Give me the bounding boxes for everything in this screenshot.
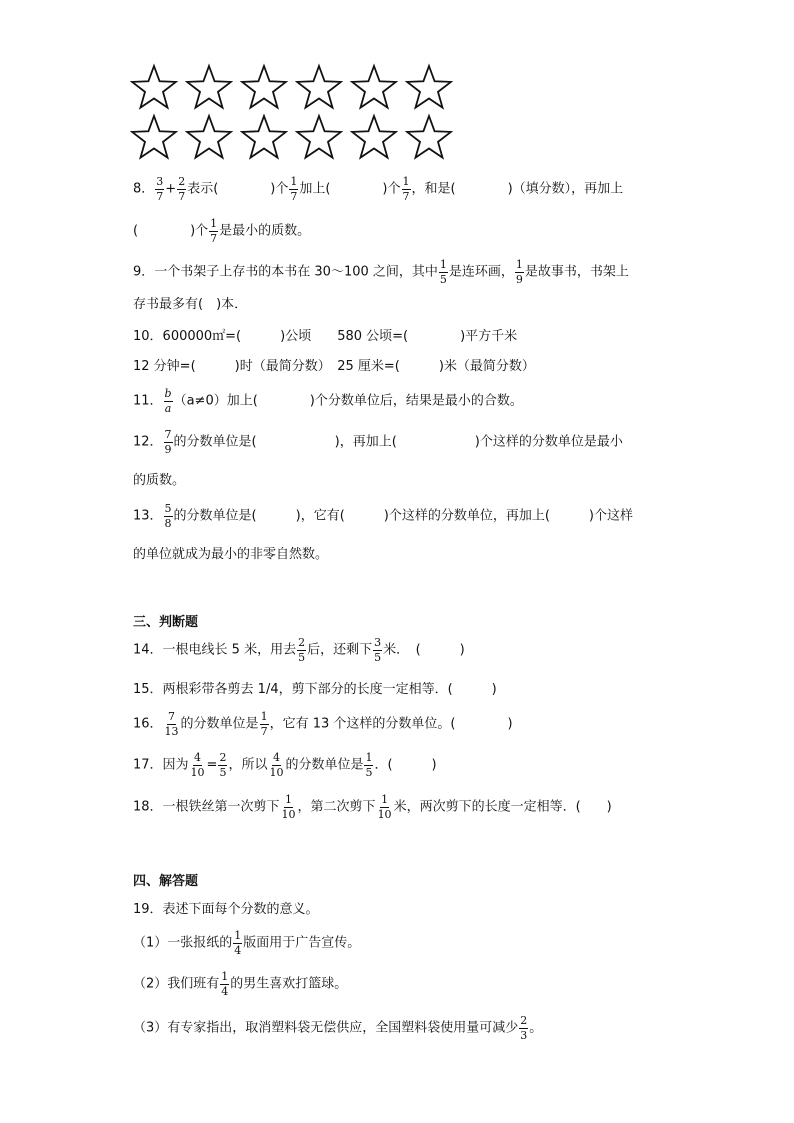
star-grid: [130, 62, 453, 162]
fraction: $\frac{1}{7}$: [210, 217, 218, 245]
fraction: $\frac{1}{7}$: [290, 175, 298, 203]
question-text: 米，两次剪下的长度一定相等．( ): [393, 799, 612, 815]
question-8: [133, 176, 623, 202]
question-text: 的分数单位是: [285, 757, 364, 773]
question-19: 19．表述下面每个分数的意义。: [133, 902, 319, 917]
star-icon: [130, 113, 178, 161]
question-18: [133, 794, 612, 820]
fraction: $\frac{1}{5}$: [439, 258, 447, 286]
question-text: 14．一根电线长 5 米，用去: [133, 642, 297, 658]
star-icon: [350, 113, 398, 161]
question-text: 18．一根铁丝第一次剪下: [133, 799, 280, 815]
fraction: $\frac{1}{10}$: [377, 793, 392, 821]
question-text: 加上( )个: [299, 181, 401, 197]
fraction: $\frac{1}{7}$: [260, 710, 268, 738]
question-text: 是连环画，: [448, 264, 514, 280]
question-text: ，和是( )（填分数），再加上: [411, 181, 624, 197]
star-icon: [185, 113, 233, 161]
question-number: 8．: [133, 181, 155, 197]
question-text: 后，还剩下: [307, 642, 373, 658]
star-icon: [405, 113, 453, 161]
fraction: $\frac{4}{10}$: [269, 751, 284, 779]
question-11: [133, 388, 523, 414]
question-text: 的分数单位是( )，再加上( )个这样的分数单位是最小: [173, 434, 623, 450]
question-text: 版面用于广告宣传。: [243, 935, 361, 951]
question-text: 是最小的质数。: [219, 223, 311, 239]
question-text: 17．因为: [133, 757, 189, 773]
fraction: $\frac{1}{5}$: [365, 751, 373, 779]
fraction: $\frac{4}{10}$: [190, 751, 205, 779]
fraction: $\frac{1}{9}$: [515, 258, 523, 286]
fraction: $\frac{2}{7}$: [178, 175, 186, 203]
star-icon: [405, 63, 453, 111]
section-heading: 四、解答题: [133, 874, 199, 889]
question-9: [133, 259, 629, 285]
star-icon: [240, 113, 288, 161]
question-19-item-3: [133, 1015, 542, 1041]
star-icon: [130, 63, 178, 111]
question-text: 的男生喜欢打篮球。: [230, 976, 348, 992]
question-text: ，第二次剪下: [297, 799, 376, 815]
question-number: 13．: [133, 508, 163, 524]
question-16: [133, 711, 513, 737]
question-text: 表示( )个: [187, 181, 289, 197]
question-8-line2: [133, 218, 310, 244]
question-number: 16．: [133, 716, 163, 732]
fraction: $\frac{b}{a}$: [164, 387, 172, 415]
fraction: $\frac{7}{13}$: [164, 710, 179, 738]
question-text: （3）有专家指出，取消塑料袋无偿供应，全国塑料袋使用量可减少: [133, 1020, 519, 1036]
question-text: 的分数单位是: [180, 716, 259, 732]
fraction: $\frac{1}{4}$: [234, 929, 242, 957]
question-number: 12．: [133, 434, 163, 450]
question-12-line2: 的质数。: [133, 473, 186, 488]
question-text: 9．一个书架子上存书的本书在 30～100 之间，其中: [133, 264, 438, 280]
question-14: [133, 637, 465, 663]
fraction: $\frac{7}{9}$: [164, 428, 172, 456]
star-icon: [295, 63, 343, 111]
question-13-line2: 的单位就成为最小的非零自然数。: [133, 547, 329, 562]
question-15: 15．两根彩带各剪去 1/4，剪下部分的长度一定相等．( ): [133, 682, 497, 697]
equals-sign: =: [206, 757, 218, 773]
question-text: 是故事书，书架上: [524, 264, 629, 280]
plus-sign: +: [165, 181, 177, 197]
question-13: [133, 503, 633, 529]
question-10: 10．600000㎡=( )公顷 580 公顷=( )平方千米: [133, 329, 518, 344]
star-icon: [295, 113, 343, 161]
fraction: $\frac{2}{5}$: [298, 636, 306, 664]
question-17: [133, 752, 437, 778]
question-12: [133, 429, 623, 455]
star-icon: [185, 63, 233, 111]
question-text: （a≠0）加上( )个分数单位后，结果是最小的合数。: [173, 393, 523, 409]
fraction: $\frac{2}{5}$: [219, 751, 227, 779]
question-number: 11．: [133, 393, 163, 409]
question-text: ．( ): [374, 757, 437, 773]
question-text: （2）我们班有: [133, 976, 220, 992]
question-text: （1）一张报纸的: [133, 935, 233, 951]
section-heading: 三、判断题: [133, 615, 199, 630]
fraction: $\frac{2}{3}$: [520, 1014, 528, 1042]
fraction: $\frac{3}{7}$: [156, 175, 164, 203]
star-icon: [240, 63, 288, 111]
star-row: [130, 112, 453, 162]
fraction: $\frac{1}{7}$: [402, 175, 410, 203]
question-19-item-1: [133, 930, 360, 956]
question-text: ，它有 13 个这样的分数单位。( ): [269, 716, 513, 732]
fraction: $\frac{1}{4}$: [221, 970, 229, 998]
star-icon: [350, 63, 398, 111]
question-text: 的分数单位是( )，它有( )个这样的分数单位，再加上( )个这样: [173, 508, 633, 524]
question-text: 米． ( ): [383, 642, 465, 658]
fraction: $\frac{5}{8}$: [164, 502, 172, 530]
question-10-line2: 12 分钟=( )时（最简分数） 25 厘米=( )米（最简分数）: [133, 359, 535, 374]
star-row: [130, 62, 453, 112]
fraction: $\frac{1}{10}$: [281, 793, 296, 821]
question-text: ，所以: [228, 757, 268, 773]
question-text: 。: [529, 1020, 543, 1036]
fraction: $\frac{3}{5}$: [374, 636, 382, 664]
question-text: ( )个: [133, 223, 209, 239]
question-9-line2: 存书最多有( )本．: [133, 297, 248, 312]
question-19-item-2: [133, 971, 347, 997]
